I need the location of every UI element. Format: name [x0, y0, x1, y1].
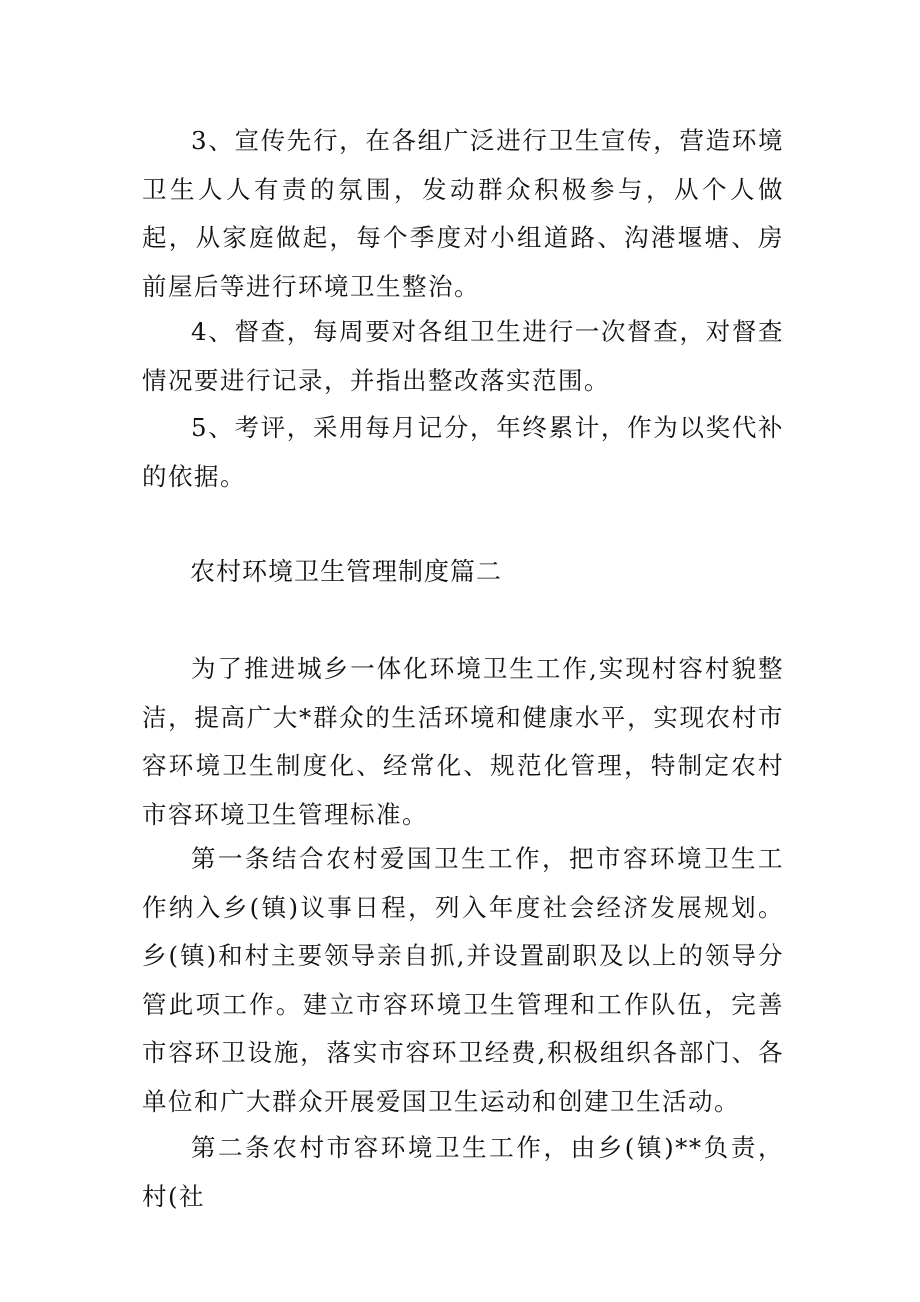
section-heading: 农村环境卫生管理制度篇二	[190, 557, 503, 586]
paragraph-intro: 为了推进城乡一体化环境卫生工作,实现村容村貌整洁，提高广大*群众的生活环境和健康水平，实现农村市容环境卫生制度化、经常化、规范化管理，特制定农村市容环境卫生管理标准。	[142, 654, 784, 829]
paragraph-article-1: 第一条结合农村爱国卫生工作，把市容环境卫生工作纳入乡(镇)议事日程，列入年度社会经济发展规划。乡(镇)和村主要领导亲自抓,并设置副职及以上的领导分管此项工作。建立市容环境卫生管理和工作队伍，完善市容环卫设施，落实市容环卫经费,积极组织各部门、各单位和广大群众开展爱国卫生运动和创建卫生活动。	[142, 844, 784, 1116]
paragraph-inspection: 4、督查，每周要对各组卫生进行一次督查，对督查情况要进行记录，并指出整改落实范围。	[142, 317, 784, 395]
paragraph-evaluation: 5、考评，采用每月记分，年终累计，作为以奖代补的依据。	[142, 413, 784, 491]
paragraph-propaganda: 3、宣传先行，在各组广泛进行卫生宣传，营造环境卫生人人有责的氛围，发动群众积极参与，从个人做起，从家庭做起，每个季度对小组道路、沟港堰塘、房前屋后等进行环境卫生整治。	[142, 126, 784, 301]
paragraph-article-2: 第二条农村市容环境卫生工作，由乡(镇)**负责，村(社	[142, 1133, 784, 1211]
